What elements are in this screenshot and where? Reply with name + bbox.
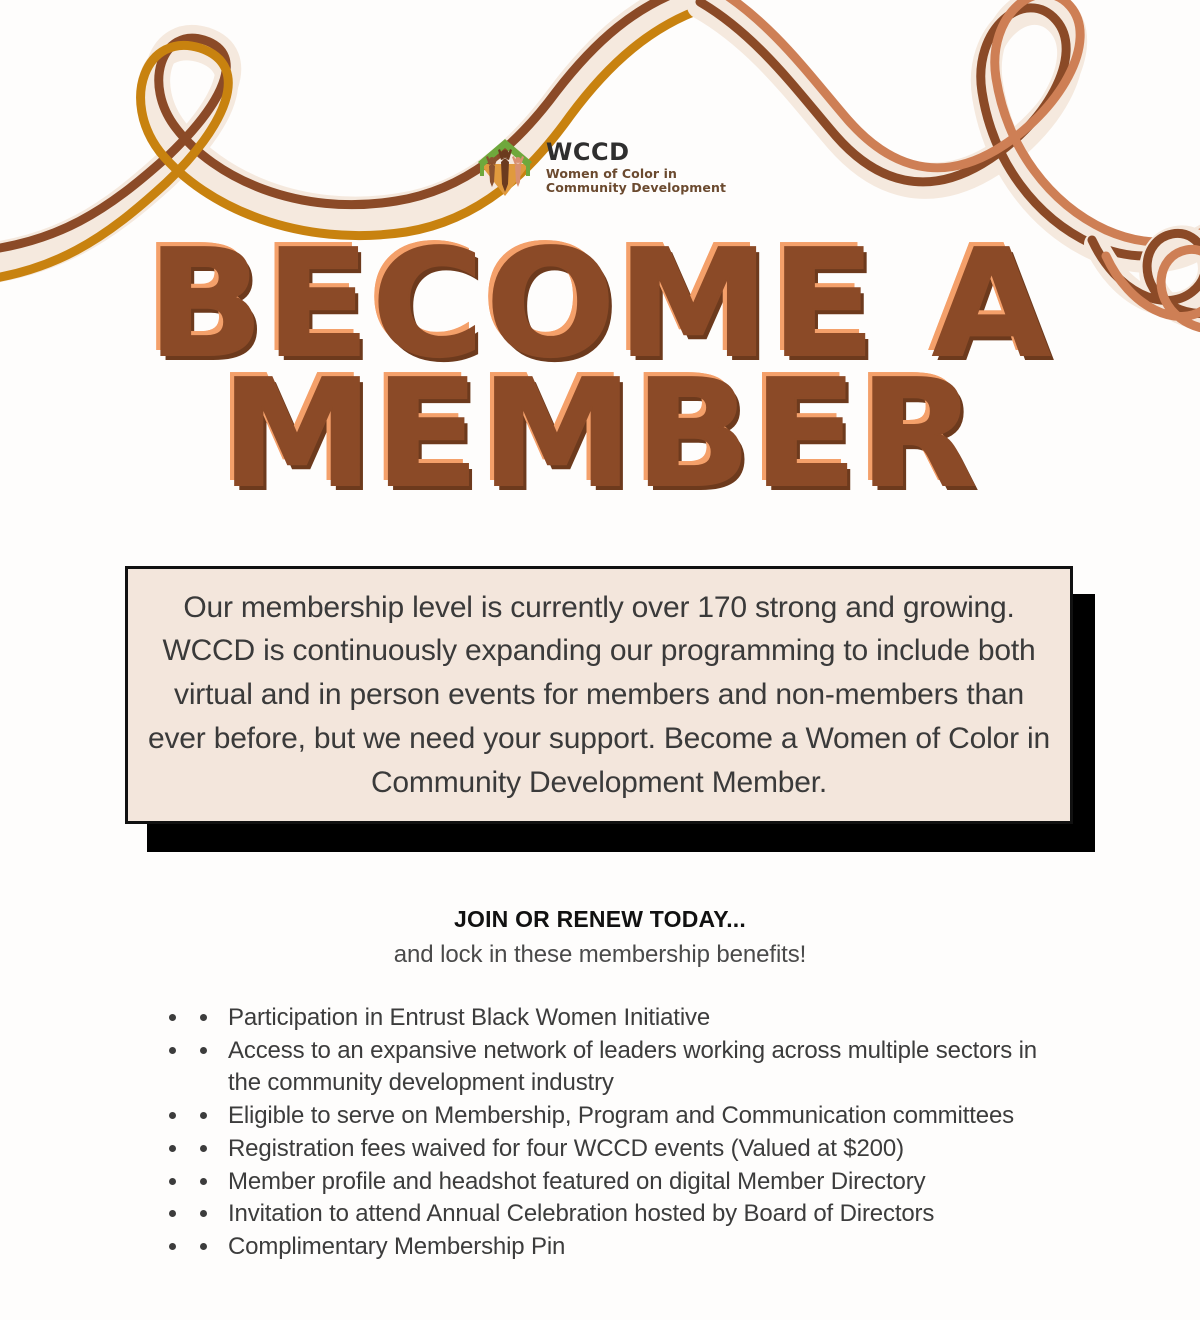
join-title: JOIN OR RENEW TODAY... (454, 906, 746, 932)
benefit-item-label: Participation in Entrust Black Women Initiative (228, 1004, 711, 1031)
benefit-item (190, 1002, 1070, 1034)
page-title (0, 218, 1200, 521)
bullet-icon (200, 1210, 207, 1217)
headline-line-2: MEMBER (221, 348, 979, 521)
benefit-item (190, 1133, 1070, 1165)
benefit-item (190, 1100, 1070, 1132)
benefit-item-label: Eligible to serve on Membership, Program and Communication committees (228, 1101, 1014, 1129)
bullet-icon (200, 1014, 207, 1021)
bullet-icon (200, 1047, 207, 1054)
benefit-item-label: Access to an expansive network of leaders working across multiple sectors in the community development industry (228, 1036, 1037, 1096)
join-heading-block (0, 906, 1200, 969)
benefit-item-label: Invitation to attend Annual Celebration hosted by Board of Directors (228, 1200, 935, 1228)
statement-callout (125, 566, 1095, 856)
bullet-icon (200, 1145, 207, 1152)
benefit-item (190, 1166, 1070, 1198)
benefit-item (190, 1198, 1070, 1230)
benefit-item-label: Complimentary Membership Pin (228, 1233, 566, 1261)
benefits-list (190, 1002, 1070, 1264)
bullet-icon (200, 1243, 207, 1250)
benefit-item-label: Registration fees waived for four WCCD events (Valued at $200) (228, 1134, 904, 1162)
bullet-icon (200, 1112, 207, 1119)
benefit-item (190, 1035, 1070, 1099)
bullet-icon (200, 1178, 207, 1185)
wccd-logo (0, 136, 1200, 198)
headline-line-1: BECOME A (147, 218, 1053, 390)
logo-acronym: WCCD (545, 137, 630, 166)
benefit-item-label: Member profile and headshot featured on digital Member Directory (228, 1167, 926, 1195)
benefit-item (190, 1231, 1070, 1263)
logo-tagline-line-2: Community Development (545, 180, 727, 196)
join-subtitle: and lock in these membership benefits! (393, 941, 807, 968)
logo-tagline-line-1: Women of Color in (545, 165, 678, 181)
statement-box (125, 566, 1073, 824)
wccd-house-figures-logo-icon (474, 136, 536, 198)
statement-text: Our membership level is currently over 170 strong and growing. WCCD is continuously expanding our programming to include both virtual and in person events for members and non-members than ever before, but we need your support. Become a Women of Color in Community Development Member. (148, 590, 1050, 799)
